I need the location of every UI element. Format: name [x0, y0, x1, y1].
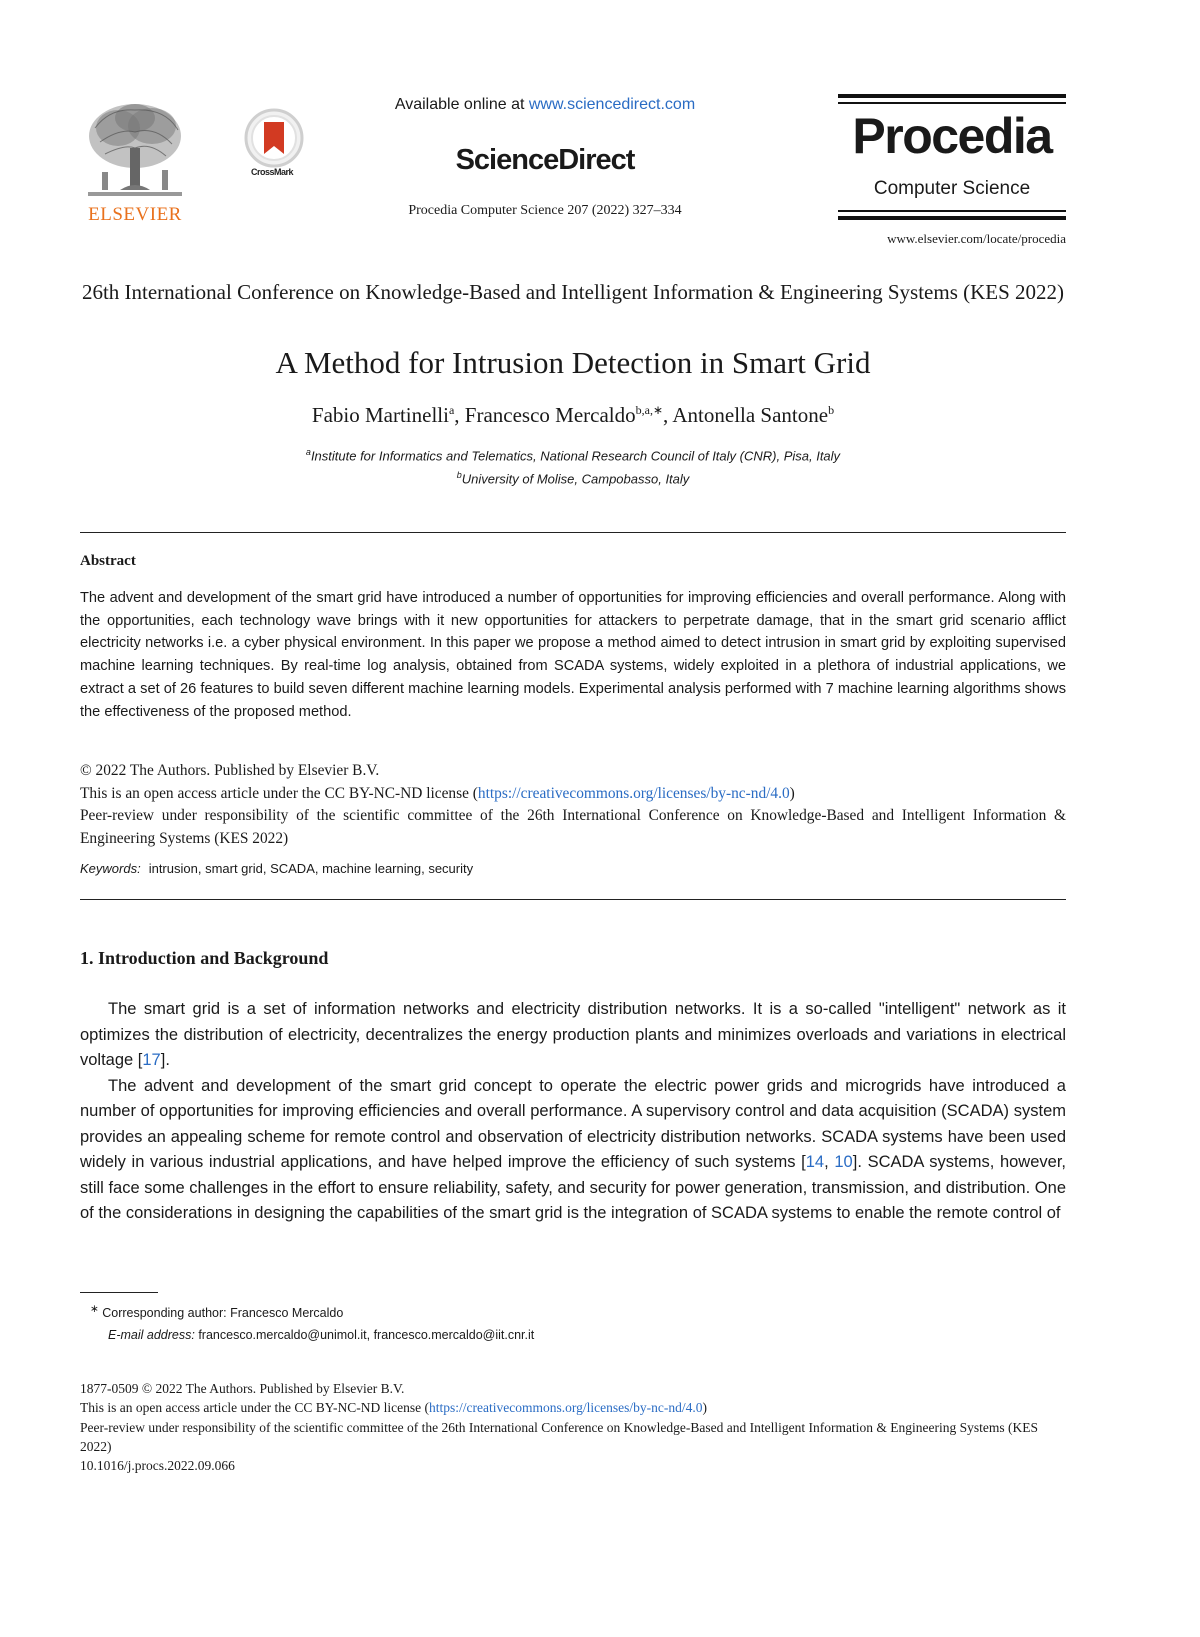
author-name: Francesco Mercaldo [464, 403, 636, 427]
affiliation-b: $^b$University of Molise, Campobasso, Italy [456, 470, 690, 487]
peer-review-line: Peer-review under responsibility of the scientific committee of the 26th International Conference on Knowledge-Based and Intelligent Information & Engineering Systems (KES 2022) [80, 807, 1066, 848]
citation-link[interactable]: 10 [834, 1153, 853, 1171]
section-body [80, 997, 1066, 1227]
paragraph [80, 1074, 1066, 1227]
affiliation-a: $^a$Institute for Informatics and Telematics, National Research Council of Italy (CNR), Pisa, Italy [305, 447, 841, 464]
paper-title: A Method for Intrusion Detection in Smart Grid [275, 345, 871, 380]
keywords-line [80, 861, 1066, 876]
procedia-logo [838, 94, 1066, 222]
paragraph-text: The advent and development of the smart grid concept to operate the electric power grids and microgrids have introduced a number of opportunities for improving efficiencies and overall performance. A supervisory control and data acquisition (SCADA) system provides an appealing scheme for remote control and observation of electricity distribution networks. SCADA systems have been used widely in various industrial applications, and have helped improve the efficiency of such systems [ [80, 1076, 1066, 1171]
keywords-text: intrusion, smart grid, SCADA, machine learning, security [148, 861, 474, 876]
footnote [80, 1299, 1066, 1346]
doi-line[interactable]: 10.1016/j.procs.2022.09.066 [80, 1458, 235, 1474]
paragraph-text: ]. SCADA systems, however, still face some challenges in the effort to ensure reliability, safety, and security for power generation, transmission, and distribution. One of the considerations in designing the capabilities of the smart grid is the integration of SCADA systems to enable the remote control of [80, 1153, 1066, 1222]
copyright-line: © 2022 The Authors. Published by Elsevier B.V. [80, 762, 380, 779]
author-affil-sup: b,a,∗ [635, 403, 664, 417]
abstract-text: The advent and development of the smart grid have introduced a number of opportunities for improving efficiencies and overall performance. Along with the opportunities, each technology wave brings with it new opportunities for attackers to perpetrate damage, that in the smart grid scenario afflict electricity networks i.e. a cyber physical environment. In this paper we propose a method aimed to detect intrusion in smart grid by exploiting supervised machine learning techniques. By real-time log analysis, obtained from SCADA systems, widely exploited in a plethora of industrial applications, we extract a set of 26 features to build seven different machine learning models. Experimental analysis performed with 7 machine learning algorithms shows the effectiveness of the proposed method. [80, 590, 1066, 720]
elsevier-wordmark: ELSEVIER [88, 204, 182, 225]
paragraph-text: The smart grid is a set of information networks and electricity distribution networks. It is a so-called "intelligent" network as it optimizes the distribution of electricity, decentralizes the energy production plants and minimizes overloads and variations in electrical voltage [ [80, 1000, 1066, 1069]
procedia-title: Procedia [852, 108, 1052, 164]
copyright-block [80, 760, 1066, 851]
divider [80, 532, 1066, 533]
citation-link[interactable]: 17 [142, 1051, 161, 1069]
journal-reference: Procedia Computer Science 207 (2022) 327–334 [408, 203, 682, 218]
author-affil-sup: a [448, 403, 455, 417]
paragraph-text: , [824, 1153, 835, 1171]
paragraph-text: ]. [160, 1051, 170, 1069]
conference-name: 26th International Conference on Knowledge-Based and Intelligent Information & Engineering Systems (KES 2022) [81, 280, 1065, 304]
divider [80, 899, 1066, 900]
author-name: Fabio Martinelli [311, 403, 449, 427]
author-affil-sup: b [828, 403, 835, 417]
license-line: This is an open access article under the CC BY-NC-ND license (https://creativecommons.org/licenses/by-nc-nd/4.0) [80, 1400, 707, 1416]
available-online-text: Available online at [394, 96, 529, 113]
license-line: This is an open access article under the CC BY-NC-ND license (https://creativecommons.org/licenses/by-nc-nd/4.0) [80, 784, 795, 802]
footnote-rule [80, 1292, 158, 1293]
issn-line: 1877-0509 © 2022 The Authors. Published by Elsevier B.V. [80, 1381, 405, 1396]
author-name: Antonella Santone [672, 403, 829, 427]
email-addresses[interactable]: francesco.mercaldo@unimol.it, francesco.mercaldo@iit.cnr.it [198, 1328, 535, 1343]
license-link[interactable]: https://creativecommons.org/licenses/by-nc-nd/4.0 [477, 784, 790, 802]
journal-url[interactable]: www.elsevier.com/locate/procedia [887, 231, 1066, 246]
citation-link[interactable]: 14 [805, 1153, 825, 1171]
license-link[interactable]: https://creativecommons.org/licenses/by-nc-nd/4.0 [429, 1400, 703, 1416]
email-line [90, 1324, 1066, 1346]
corresponding-author: ∗ Corresponding author: Francesco Mercaldo [90, 1304, 344, 1321]
section-heading: 1. Introduction and Background [80, 948, 329, 968]
sciencedirect-link[interactable]: www.sciencedirect.com [528, 96, 696, 113]
procedia-subtitle: Computer Science [873, 178, 1031, 199]
available-online-line [300, 96, 790, 114]
author-list: Fabio Martinelli$^a$, Francesco Mercaldo$^{b,a,∗}$, Antonella Santone$^b$ [311, 403, 835, 427]
publication-info [80, 1379, 1066, 1475]
keywords-label: Keywords: [80, 861, 141, 876]
crossmark-label: CrossMark [250, 167, 294, 177]
paragraph [80, 997, 1066, 1074]
abstract-heading: Abstract [80, 553, 136, 569]
peer-review-line: Peer-review under responsibility of the scientific committee of the 26th International Conference on Knowledge-Based and Intelligent Information & Engineering Systems (KES 2022) [80, 1419, 1038, 1454]
email-label: E-mail address: [108, 1328, 195, 1343]
sciencedirect-brand: ScienceDirect [455, 144, 635, 176]
